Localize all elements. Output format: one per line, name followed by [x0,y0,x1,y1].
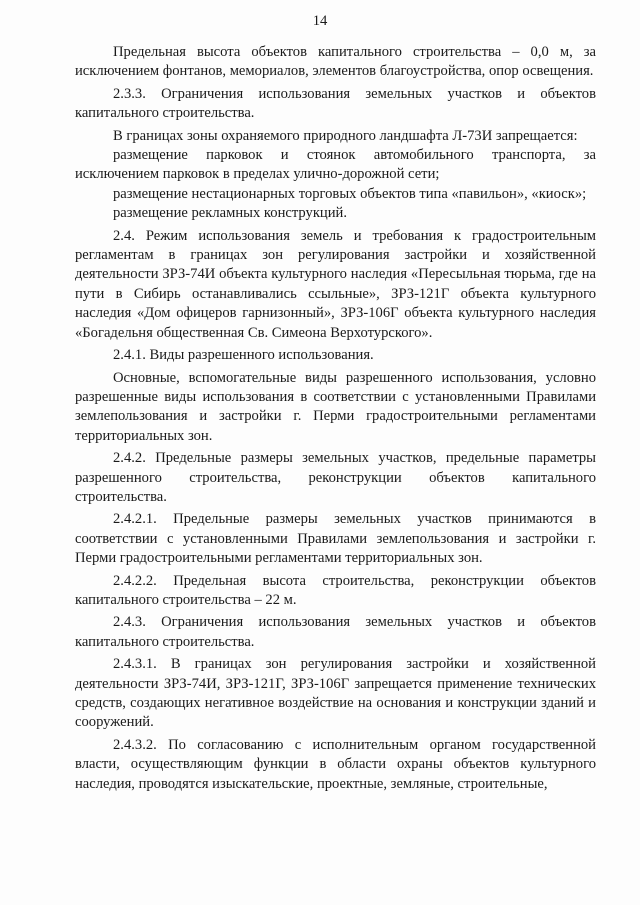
paragraph-permitted-uses: Основные, вспомогательные виды разрешенного использования, условно разрешенные виды использования в соответствии с установленными Правилами землепользования и застройки г. Перми градостроительными регламентами территориальных зон. [75,369,596,444]
document-body [75,43,596,794]
paragraph-2-4-2-1: 2.4.2.1. Предельные размеры земельных участков принимаются в соответствии с установленными Правилами землепользования и застройки г. Перми градостроительными регламентами территориальных зон. [75,511,596,567]
paragraph-2-4-2: 2.4.2. Предельные размеры земельных участков, предельные параметры разрешенного строительства, реконструкции объектов капитального строительства. [75,450,596,505]
paragraph-parking: размещение парковок и стоянок автомобильного транспорта, за исключением парковок в пределах улично-дорожной сети; [75,147,596,183]
paragraph-2-4-2-2: 2.4.2.2. Предельная высота строительства, реконструкции объектов капитального строительства – 22 м. [75,572,596,608]
paragraph-2-4-3-2: 2.4.3.2. По согласованию с исполнительным органом государственной власти, осуществляющим функции в области охраны объектов культурного наследия, проводятся изыскательские, проектные, земляные, строительные, [75,736,596,792]
paragraph-2-4-3: 2.4.3. Ограничения использования земельных участков и объектов капитального строительства. [75,614,596,650]
paragraph-2-4: 2.4. Режим использования земель и требования к градостроительным регламентам в границах зон регулирования застройки и хозяйственной деятельности ЗРЗ-74И объекта культурного наследия «Пересыльная тюрьма, где на пути в Сибирь останавливались ссыльные», ЗРЗ-121Г объекта культурного наследия «Дом офицеров гарнизонный», ЗРЗ-106Г объекта культурного наследия «Богадельня общественная Св. Симеона Верхотурского». [75,227,596,341]
page-number: 14 [312,13,328,29]
paragraph-kiosks: размещение нестационарных торговых объектов типа «павильон», «киоск»; [113,185,587,202]
paragraph-2-3-3: 2.3.3. Ограничения использования земельных участков и объектов капитального строительства. [75,85,596,122]
paragraph-2-4-1: 2.4.1. Виды разрешенного использования. [113,347,374,364]
paragraph-2-4-3-1: 2.4.3.1. В границах зон регулирования застройки и хозяйственной деятельности ЗРЗ-74И, ЗРЗ-121Г, ЗРЗ-106Г запрещается применение технических средств, создающих негативное воздействие на основания и конструкции зданий и сооружений. [75,656,596,731]
paragraph-height-limit: Предельная высота объектов капитального строительства – 0,0 м, за исключением фонтанов, мемориалов, элементов благоустройства, опор освещения. [75,44,596,80]
paragraph-l73i-prohibited: В границах зоны охраняемого природного ландшафта Л-73И запрещается: [113,127,578,144]
paragraph-advertising: размещение рекламных конструкций. [113,205,347,222]
